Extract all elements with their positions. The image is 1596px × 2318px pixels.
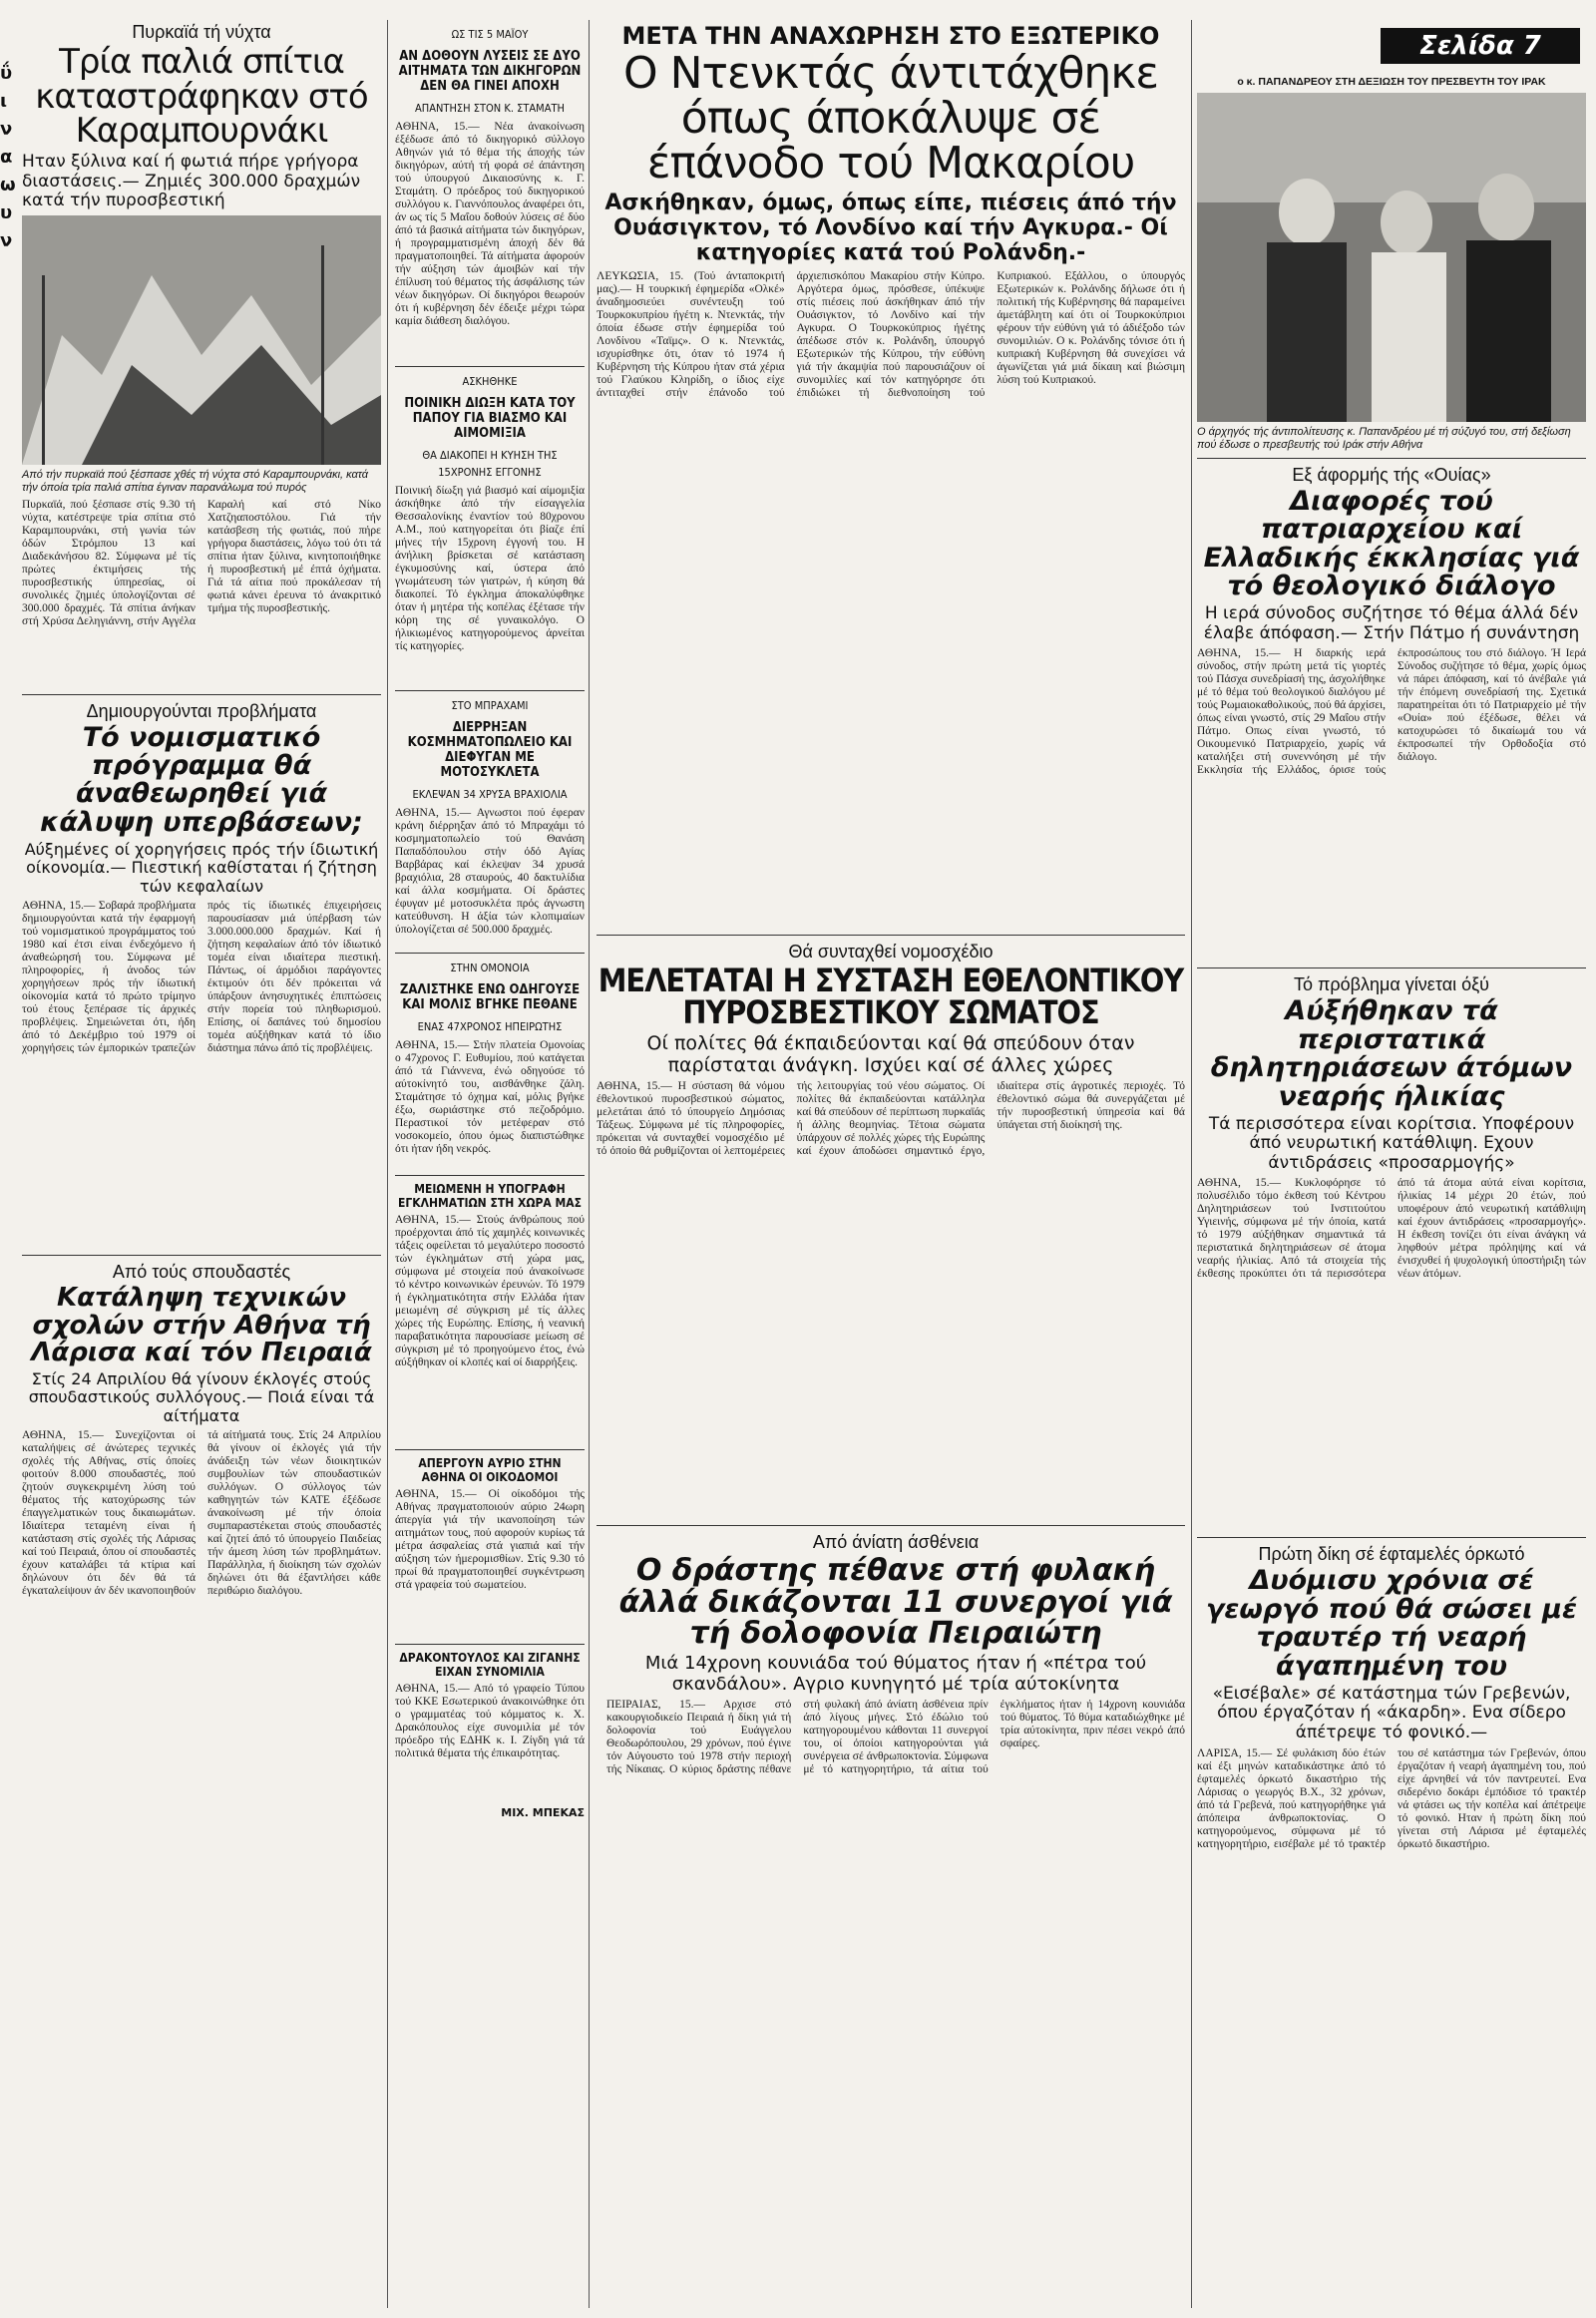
strike-headline: ΑΠΕΡΓΟΥΝ ΑΥΡΙΟ ΣΤΗΝ ΑΘΗΝΑ ΟΙ ΟΙΚΟΔΟΜΟΙ bbox=[418, 1456, 562, 1484]
fire-photo-graphic bbox=[22, 215, 381, 465]
clemency-body: ΑΘΗΝΑ, 15.— Νέα άνακοίνωση έξέδωσε άπό τό δικηγορικό σύλλογο Αθηνών γιά τό θέμα τής άποχής τών δικηγόρων, αύτή τή φορά σέ άπάντηση τού ύπουργού Δικαιοσύνης κ. Γ. Σταμάτη. Ο πρόεδρος τού δικηγορικού συλλόγου κ. Γιαννόπουλος άναφέρει ότι, άν ως τίς 5 Μαΐου δοθούν λύσεις σέ δύο άπό τά βασικά αίτήματα τών δικηγόρων, ή προγραμματισμένη άποχή δέν θά πραγματοποιηθεί. Τά αίτήματα άφορούν τήν αύξηση τών άμοιβών καί τήν έπίλυση τού θέματος τής άσφάλισης τών νέων δικηγόρων. Οί δικηγόροι θεωρούν ότι ή κυβέρνηση δέν έδειξε μέχρι τώρα καμία διάθεση διαλόγου. bbox=[395, 121, 585, 327]
fire-kicker: Πυρκαϊά τή νύχτα bbox=[132, 22, 271, 42]
left-edge-fragments bbox=[0, 60, 14, 259]
fragment: ω bbox=[0, 175, 16, 195]
clemency-headline: ΑΝ ΔΟΘΟΥΝ ΛΥΣΕΙΣ ΣΕ ΔΥΟ ΑΙΤΗΜΑΤΑ ΤΩΝ ΔΙΚΗΓΟΡΩΝ ΔΕΝ ΘΑ ΓΙΝΕΙ ΑΠΟΧΗ bbox=[398, 49, 582, 94]
farmer-subhead: «Εισέβαλε» σέ κατάστημα τών Γρεβενών, όπου έργαζόταν ή «άκαρδη». Ενα σίδερο άπέτρεψε τό φονικό.— bbox=[1212, 1683, 1571, 1742]
bikes-kicker: ΕΚΛΕΨΑΝ 34 ΧΡΥΣΑ ΒΡΑΧΙΟΛΙΑ bbox=[412, 788, 568, 801]
fragment: ΰ bbox=[0, 63, 13, 84]
sentence-kicker: ΘΑ ΔΙΑΚΟΠΕΙ Η ΚΥΗΣΗ ΤΗΣ 15ΧΡΟΝΗΣ ΕΓΓΟΝΗΣ bbox=[422, 449, 558, 479]
fragment: υ bbox=[0, 202, 13, 223]
strike-article bbox=[395, 1456, 585, 1638]
drachma-headline: ΔΡΑΚΟΝΤΟΥΛΟΣ ΚΑΙ ΖΙΓΑΝΗΣ ΕΙΧΑΝ ΣΥΝΟΜΙΛΙΑ bbox=[399, 1651, 581, 1679]
narrow-column bbox=[395, 20, 585, 2314]
lead-body: ΛΕΥΚΩΣΙΑ, 15. (Τού άνταποκριτή μας).— Η τουρκική έφημερίδα «Ολκέ» άναδημοσιεύει συνέντευξη τού Τουρκοκυπρίου ήγέτη κ. Ντενκτάς, τήν όποία έδωσε στήν έφημερίδα τού Λονδίνου «Ταϊμς». Ο κ. Ντενκτάς, ισχυρίσθηκε ότι, όταν τό 1974 ή Κυβέρνηση τής Κύπρου ήταν στά χέρια τού Γλαύκου Κληρίδη, ο ίδιος είχε άντιταχθεί στήν έπάνοδο τού άρχιεπισκόπου Μακαρίου στήν Κύπρο. Αργότερα όμως, πρόσθεσε, ύπέκυψε στίς πιέσεις πού άσκήθηκαν άπό τήν Ουάσιγκτον, τό Λονδίνο καί τήν Αγκυρα. Ο Τουρκοκύπριος ήγέτης άπέδωσε στόν κ. Ρολάνδη, ύπουργό Εξωτερικών τής Κύπρου, τήν εύθύνη γιά τήν άκαμψία πού παρουσιάζουν οί συνομιλίες καί τόν κατηγόρησε ότι έπιδιώκει τή διεθνοποίηση τού Κυπριακού. Εξάλλου, ο ύπουργός Εξωτερικών κ. Ρολάνδης δήλωσε ότι ή πολιτική τής Κυβέρνησης θά παραμείνει άμετάβλητη καί ότι οί Τουρκοκύπριοι φέρουν τήν εύθύνη γιά τό άδιέξοδο τών συνομιλιών. Ο κ. Ρολάνδης τόνισε ότι ή κυπριακή Κυβέρνηση θά συνεχίσει νά άγωνίζεται γιά μιά δίκαιη καί βιώσιμη λύση τού Κυπριακού. bbox=[597, 269, 1185, 399]
fire-photo bbox=[22, 215, 381, 465]
divider bbox=[395, 1449, 585, 1450]
fragment: α bbox=[0, 147, 13, 168]
students-article bbox=[22, 1262, 381, 2048]
budget-headline: Τό νομισματικό πρόγραμμα θά άναθεωρηθεί γιά κάλυψη υπερβάσεων; bbox=[40, 721, 363, 838]
sentence-body: Ποινική δίωξη γιά βιασμό καί αίμομιξία άσκήθηκε άπό τήν είσαγγελία Θεσσαλονίκης έναντίον τού 80χρονου Α.Μ., πού κατηγορείται ότι βίαζε έπί μήνες τήν 15χρονη έγγονή του. Η άνήλικη βρίσκεται σέ κατάσταση έγκυμοσύνης καί, ύστερα άπό γνωμάτευση τών γιατρών, ή κύηση θά διακοπεί. Τό έγκλημα άποκαλύφθηκε όταν ή μητέρα τής κοπέλας έξέτασε τήν κόρη της σέ γυναικολόγο. Ο ήλικιωμένος κατηγορούμενος άρνείται τίς κατηγορίες. bbox=[395, 485, 585, 652]
divider bbox=[597, 1525, 1185, 1526]
church-body: ΑΘΗΝΑ, 15.— Η διαρκής ιερά σύνοδος, στήν πρώτη μετά τίς γιορτές τού Πάσχα συνεδρίασή της, άσχολήθηκε μέ τό θέμα τού θεολογικού διαλόγου μέ τούς Ρωμαιοκαθολικούς, πού θά άρχίσει, όπως είναι γνωστό, στίς 29 Μαΐου στήν Πάτμο. Οπως είναι γνωστό, τό Οικουμενικό Πατριαρχείο, χωρίς νά καταλήξει στή συνεννόηση μέ τήν Εκκλησία τής Ελλάδος, όρισε τούς έκπροσώπους του στό διάλογο. Ή Ιερά Σύνοδος συζήτησε τό θέμα, χωρίς όμως νά πάρει άπόφαση, καί τό άνέβαλε γιά τήν έπόμενη συνεδρίασή της. Σχετικά παρατηρείται ότι τό Πατριαρχείο μέ τήν «Ουία» πού έξέδωσε, θέλει νά κατοχυρώσει τό δικαίωμά του νά έκπροσωπεί τήν Ορθοδοξία στό διάλογο. bbox=[1197, 647, 1586, 777]
fire-subhead: Ηταν ξύλινα καί ή φωτιά πήρε γρήγορα διαστάσεις.— Ζημιές 300.000 δραχμών κατά τήν πυροσβεστική bbox=[22, 152, 361, 211]
strike-body: ΑΘΗΝΑ, 15.— Οί οίκοδόμοι τής Αθήνας πραγματοποιούν αύριο 24ωρη άπεργία γιά τήν ικανοποίηση τών αιτημάτων τους, πού αφορούν κυρίως τά μέτρα άσφαλείας στά γιαπιά καί τήν αύξηση τών ήμερομισθίων. Στίς 9.30 τό πρωί θά πραγματοποιηθεί συγκέντρωση στά γραφεία τού σωματείου. bbox=[395, 1488, 585, 1591]
papandreou-photo-graphic bbox=[1197, 93, 1586, 422]
fire-brigade-subhead: Οί πολίτες θά έκπαιδεύονται καί θά σπεύδουν όταν παρίσταται άνάγκη. Ισχύει καί σέ άλλες χώρες bbox=[646, 1031, 1135, 1076]
fire-brigade-kicker: Θά συνταχθεί νομοσχέδιο bbox=[788, 941, 994, 962]
budget-article bbox=[22, 701, 381, 1250]
fragment: ν bbox=[0, 230, 13, 251]
students-subhead: Στίς 24 Απριλίου θά γίνουν έκλογές στούς σπουδαστικούς συλλόγους.— Ποιά είναι τά αίτήματα bbox=[28, 1369, 375, 1425]
column-divider bbox=[1191, 20, 1192, 2308]
divider bbox=[1197, 458, 1586, 459]
poison-subhead: Τά περισσότερα είναι κορίτσια. Υποφέρουν άπό νευρωτική κατάθλιψη. Εχουν άντιδράσεις «προσαρμογής» bbox=[1208, 1113, 1575, 1173]
column-divider bbox=[387, 20, 388, 2308]
fire-headline: Τρία παλιά σπίτια καταστράφηκαν στό Καραμπουρνάκι bbox=[35, 42, 368, 152]
sentence-sub: ΑΣΚΗΘΗΚΕ bbox=[462, 375, 518, 388]
lead-subhead: Ασκήθηκαν, όμως, όπως είπε, πιέσεις άπό τήν Ουάσιγκτον, τό Λονδίνο καί τήν Αγκυρα.- Οί κατηγορίες κατά τού Ρολάνδη.- bbox=[604, 190, 1177, 266]
crime-stats-article bbox=[395, 1182, 585, 1443]
omonoia-sub: ΣΤΗΝ ΟΜΟΝΟΙΑ bbox=[450, 962, 530, 974]
budget-body: ΑΘΗΝΑ, 15.— Σοβαρά προβλήματα δημιουργούνται κατά τήν έφαρμογή τού νομισματικού προγράμματος τού 1980 καί έτσι είναι ένδεχόμενο ή άναθεώρησή του. Σύμφωνα μέ πληροφορίες, ή άνοδος τών χορηγήσεων πρός τήν ίδιωτική οίκονομία κατά τό πρώτο τρίμηνο τού έτους ξεπέρασε τίς άρχικές προβλέψεις. Σημειώνεται ότι, ήδη άπό τό Δεκέμβριο τού 1979 οί χορηγήσεις τών έμπορικών τραπεζών πρός τίς ίδιωτικές έπιχειρήσεις παρουσίασαν μιά ύπέρβαση τών 3.000.000.000 δραχμών. Καί ή ζήτηση κεφαλαίων άπό τόν ίδιωτικό τομέα είναι ιδιαίτερα πιεστική. Πάντως, οί άρμόδιοι παράγοντες έκτιμούν ότι δέν πρόκειται νά ύπάρξουν άνησυχητικές έπιπτώσεις στήν πορεία τού πληθωρισμού. Επίσης, οί δαπάνες τού δημοσίου τομέα αύξήθηκαν κατά τό ίδιο διάστημα πάνω άπό τίς προβλέψεις. bbox=[22, 900, 381, 1055]
fire-caption: Από τήν πυρκαϊά πού ξέσπασε χθές τή νύχτα στό Καραμπουρνάκι, κατά τήν όποία τρία παλιά σπίτια έγιναν παρανάλωμα τού πυρός bbox=[22, 468, 369, 494]
centre-column bbox=[597, 20, 1185, 2314]
drachma-article bbox=[395, 1651, 585, 1819]
prison-kicker: Από άνίατη άσθένεια bbox=[812, 1532, 980, 1553]
church-article bbox=[1197, 465, 1586, 962]
poison-body: ΑΘΗΝΑ, 15.— Κυκλοφόρησε τό πολυσέλιδο τόμο έκθεση τού Κέντρου Δηλητηριάσεων τού Ινστιτούτου Υγιεινής, σύμφωνα μέ τήν όποία, κατά τό 1979 αύξήθηκαν σημαντικά τά περιστατικά δηλητηριάσεων σέ άτομα νεαρής ήλικίας. Από τά στοιχεία τής έκθεσης προκύπτει ότι τά περισσότερα άπό τά άτομα αύτά είναι κορίτσια, ήλικίας 14 μέχρι 20 έτών, πού υποφέρουν άπό νευρωτική κατάθλιψη καί έχουν άντιδράσεις «προσαρμογής». Η έκθεση τονίζει ότι είναι άνάγκη νά ληφθούν μέτρα πρόληψης καί νά ένισχυθεί ή ψυχολογική ύποστήριξη τών νέων άτόμων. bbox=[1197, 1177, 1586, 1281]
students-kicker: Από τούς σπουδαστές bbox=[112, 1262, 291, 1283]
divider bbox=[395, 1175, 585, 1176]
fire-brigade-article bbox=[597, 942, 1185, 1520]
omonoia-article bbox=[395, 960, 585, 1169]
crime-stats-body: ΑΘΗΝΑ, 15.— Στούς άνθρώπους πού προέρχονται άπό τίς χαμηλές κοινωνικές τάξεις οφείλεται τό μεγαλύτερο ποσοστό τών έγκλημάτων στή χώρα μας, σύμφωνα μέ στοιχεία πού άνακοίνωσε τό κέντρο κοινωνικών έρευνών. Τό 1979 ή έγκληματικότητα στήν Ελλάδα ήταν μειωμένη σέ σύγκριση μέ τίς άλλες χώρες τής Ευρώπης. Επίσης, ή νεανική παραβατικότητα παρουσίασε μείωση σέ σύγκριση μέ τό προηγούμενο έτος, ένώ αύξήθηκαν οί κλοπές καί οί διαρρήξεις. bbox=[395, 1214, 585, 1368]
lead-headline: Ο Ντενκτάς άντιτάχθηκε όπως άποκάλυψε σέ έπάνοδο τού Μακαρίου bbox=[622, 48, 1158, 189]
photo-top-under: Ο άρχηγός τής άντιπολίτευσης κ. Παπανδρέου μέ τή σύζυγό του, στή δεξίωση πού έδωσε ο πρεσβευτής τού Ιράκ στήν Αθήνα bbox=[1197, 426, 1571, 451]
sentence-article bbox=[395, 373, 585, 684]
fragment: ν bbox=[0, 119, 13, 140]
divider bbox=[395, 366, 585, 367]
omonoia-body: ΑΘΗΝΑ, 15.— Στήν πλατεία Ομονοίας ο 47χρονος Γ. Ευθυμίου, πού κατάγεται άπό τά Γιάννενα, ένώ οδηγούσε τό αύτοκίνητό του, αισθάνθηκε ζάλη. Σταμάτησε τό όχημα καί, μόλις βγήκε έξω, σωριάστηκε στό πεζοδρόμιο. Περαστικοί τόν μετέφεραν στό νοσοκομείο, όπου όμως διαπιστώθηκε ότι ήταν ήδη νεκρός. bbox=[395, 1039, 585, 1155]
bikes-article bbox=[395, 697, 585, 947]
lead-kicker: ΜΕΤΑ ΤΗΝ ΑΝΑΧΩΡΗΣΗ ΣΤΟ ΕΞΩΤΕΡΙΚΟ bbox=[621, 22, 1160, 50]
students-headline: Κατάληψη τεχνικών σχολών στήν Αθήνα τή Λάρισα καί τόν Πειραιά bbox=[31, 1283, 372, 1367]
bikes-sub: ΣΤΟ ΜΠΡΑΧΑΜΙ bbox=[451, 699, 529, 712]
drachma-body: ΑΘΗΝΑ, 15.— Από τό γραφείο Τύπου τού ΚΚΕ Εσωτερικού άνακοινώθηκε ότι ο γραμματέας τού κόμματος κ. Χ. Δρακόπουλος είχε συνομιλία μέ τόν πρόεδρο τής ΕΔΗΚ κ. Ι. Ζίγδη γιά τά πολιτικά θέματα τής έπικαιρότητας. bbox=[395, 1683, 585, 1759]
budget-subhead: Αύξημένες οί χορηγήσεις πρός τήν ίδιωτική οίκονομία.— Πιεστική καθίσταται ή ζήτηση τών κεφαλαίων bbox=[24, 840, 379, 896]
lead-article bbox=[597, 22, 1185, 929]
omonoia-kicker: ΕΝΑΣ 47ΧΡΟΝΟΣ ΗΠΕΙΡΩΤΗΣ bbox=[417, 1020, 563, 1033]
budget-kicker: Δημιουργούνται προβλήματα bbox=[86, 700, 317, 721]
church-kicker: Εξ άφορμής τής «Ουίας» bbox=[1292, 465, 1491, 485]
students-body: ΑΘΗΝΑ, 15.— Συνεχίζονται οί καταλήψεις σέ άνώτερες τεχνικές σχολές τής Αθήνας, στίς όποίες φοιτούν 8.000 σπουδαστές, πού ζητούν συγκεκριμένη λύση τού θέματος τής κατοχύρωσης τών έπαγγελματικών τους δικαιωμάτων. Ιδιαίτερα τεταμένη είναι ή κατάσταση στίς σχολές τής Λάρισας καί τού Πειραιά, όπου οί σπουδαστές έχουν καταλάβει τά κτίρια καί δηλώνουν ότι δέν θά τά έγκαταλείψουν άν δέν ικανοποιηθούν τά αίτήματά τους. Στίς 24 Απριλίου θά γίνουν οί έκλογές γιά τήν άνάδειξη τών νέων διοικητικών συμβουλίων τών σπουδαστικών συλλόγων. Ο σύλλογος τών καθηγητών τών ΚΑΤΕ έξέδωσε άνακοίνωση μέ τήν όποία συμπαραστέκεται στούς σπουδαστές καί ζητεί άπό τό ύπουργείο Παιδείας τήν άμεση λύση τών προβλημάτων. Παράλληλα, ή διοίκηση τών σχολών δηλώνει ότι θά έξαντλήσει κάθε περιθώριο διαλόγου. bbox=[22, 1429, 381, 1598]
omonoia-headline: ΖΑΛΙΣΤΗΚΕ ΕΝΩ ΟΔΗΓΟΥΣΕ ΚΑΙ ΜΟΛΙΣ ΒΓΗΚΕ ΠΕΘΑΝΕ bbox=[399, 982, 581, 1012]
crime-stats-headline: ΜΕΙΩΜΕΝΗ Η ΥΠΟΓΡΑΦΗ ΕΓΚΛΗΜΑΤΙΩΝ ΣΤΗ ΧΩΡΑ ΜΑΣ bbox=[398, 1182, 582, 1210]
right-column bbox=[1197, 72, 1586, 2306]
fire-brigade-body: ΑΘΗΝΑ, 15.— Η σύσταση θά νόμου έθελοντικού πυροσβεστικού σώματος, μελετάται άπό τό ύπουργείο Δημόσιας Τάξεως. Σύμφωνα μέ τίς πληροφορίες, πρόκειται νά συνταχθεί νομοσχέδιο μέ τό όποίο θά ρυθμίζονται οί λεπτομέρειες τής λειτουργίας τού νέου σώματος. Οί πολίτες θά έκπαιδεύονται κατάλληλα καί θά σπεύδουν σέ περίπτωση πυρκαϊάς ή άλλης θεομηνίας. Τέτοια σώματα ύπάρχουν σέ πολλές χώρες τής Ευρώπης καί έχουν άποδώσει σημαντικό έργο, ιδιαίτερα στίς άγροτικές περιοχές. Τό έθελοντικό σώμα θά συνεργάζεται μέ τήν πυροσβεστική ύπηρεσία καί θά ύπάγεται στή διοίκησή της. bbox=[597, 1080, 1185, 1158]
left-column bbox=[22, 20, 381, 2314]
farmer-body: ΛΑΡΙΣΑ, 15.— Σέ φυλάκιση δύο έτών καί έξι μηνών καταδικάστηκε άπό τό έφταμελές όρκωτό δικαστήριο τής Λάρισας ο γεωργός Β.Χ., 32 χρόνων, άπό τά Γρεβενά, πού κατηγορήθηκε γιά άπόπειρα άνθρωποκτονίας. Ο κατηγορούμενος, σύμφωνα μέ τό κατηγορητήριο, εισέβαλε μέ τό τρακτέρ του σέ κατάστημα τών Γρεβενών, όπου έργαζόταν ή νεαρή άγαπημένη του, πού είχε άρνηθεί νά τόν παντρευτεί. Ενα σιδερένιο δοκάρι έμπόδισε τό τρακτέρ νά φτάσει ως τήν κοπέλα καί άπέτρεψε τό φονικό. Ηταν ή πρώτη δίκη πού γίνεται στή Λάρισα μέ έφταμελές όρκωτό δικαστήριο. bbox=[1197, 1746, 1586, 1850]
church-headline: Διαφορές τού πατριαρχείου καί Ελλαδικής έκκλησίας γιά τό θεολογικό διάλογο bbox=[1203, 486, 1580, 602]
divider bbox=[597, 935, 1185, 936]
divider bbox=[395, 953, 585, 954]
photo-top-caption: ο κ. ΠΑΠΑΝΔΡΕΟΥ ΣΤΗ ΔΕΞΙΩΣΗ ΤΟΥ ΠΡΕΣΒΕΥΤΗ ΤΟΥ ΙΡΑΚ bbox=[1237, 76, 1546, 88]
farmer-headline: Δυόμισυ χρόνια σέ γεωργό πού θά σώσει μέ τραυτέρ τή νεαρή άγαπημένη του bbox=[1206, 1565, 1577, 1682]
bikes-headline: ΔΙΕΡΡΗΞΑΝ ΚΟΣΜΗΜΑΤΟΠΩΛΕΙΟ ΚΑΙ ΔΙΕΦΥΓΑΝ ΜΕ ΜΟΤΟΣΥΚΛΕΤΑ bbox=[407, 720, 573, 780]
page-number-badge: Σελίδα 7 bbox=[1381, 28, 1580, 64]
divider bbox=[395, 1644, 585, 1645]
fire-body: Πυρκαϊά, πού ξέσπασε στίς 9.30 τή νύχτα, κατέστρεψε τρία σπίτια στό Καραμπουρνάκι, στή γωνία τών όδών Στρόμπου 13 καί Διαδεκάνήσου 82. Σύμφωνα μέ τίς πρώτες έκτιμήσεις τής πυροσβεστικής ύπηρεσίας, οί συνολικές ζημιές ύπολογίζονται σέ 300.000 δραχμές. Τά σπίτια άνήκαν στή Χρύσα Δεληγιάννη, στήν Αγγέλα Καραλή καί στό Νίκο Χατζηαποστόλου. Γιά τήν κατάσβεση τής φωτιάς, πού πήρε γρήγορα διαστάσεις, λόγω τού ότι τά σπίτια ήταν ξύλινα, κινητοποιήθηκε ή πυροσβεστική μέ έπτά όχήματα. Γιά τά αίτια πού προκάλεσαν τή φωτιά κάνει έρευνα τό άνακριτικό τμήμα τής πυροσβεστικής. bbox=[22, 498, 381, 627]
fragment: ι bbox=[0, 91, 8, 112]
poison-kicker: Τό πρόβλημα γίνεται όξύ bbox=[1293, 974, 1490, 995]
poison-article bbox=[1197, 974, 1586, 1531]
column-divider bbox=[589, 20, 590, 2308]
fire-article bbox=[22, 22, 381, 688]
farmer-article bbox=[1197, 1544, 1586, 1996]
sentence-headline: ΠΟΙΝΙΚΗ ΔΙΩΞΗ ΚΑΤΑ ΤΟΥ ΠΑΠΟΥ ΓΙΑ ΒΙΑΣΜΟ ΚΑΙ ΑΙΜΟΜΙΞΙΑ bbox=[404, 396, 576, 441]
divider bbox=[1197, 1537, 1586, 1538]
divider bbox=[22, 1255, 381, 1256]
poison-headline: Αύξήθηκαν τά περιστατικά δηλητηριάσεων άτόμων νεαρής ήλικίας bbox=[1210, 995, 1573, 1112]
papandreou-photo bbox=[1197, 93, 1586, 422]
divider bbox=[1197, 967, 1586, 968]
divider bbox=[22, 694, 381, 695]
clemency-article bbox=[395, 26, 585, 360]
drachma-signature: ΜΙΧ. ΜΠΕΚΑΣ bbox=[501, 1806, 585, 1819]
prison-headline: Ο δράστης πέθανε στή φυλακή άλλά δικάζονται 11 συνεργοί γιά τή δολοφονία Πειραιώτη bbox=[618, 1553, 1173, 1652]
farmer-kicker: Πρώτη δίκη σέ έφταμελές όρκωτό bbox=[1258, 1544, 1525, 1565]
prison-article bbox=[597, 1532, 1185, 2137]
clemency-sub: ΑΠΑΝΤΗΣΗ ΣΤΟΝ Κ. ΣΤΑΜΑΤΗ bbox=[415, 102, 565, 115]
prison-body: ΠΕΙΡΑΙΑΣ, 15.— Αρχισε στό κακουργιοδικείο Πειραιά ή δίκη γιά τή δολοφονία τού Ευάγγελου Θεοδωρόπουλου, 29 χρόνων, πού έγινε τόν Αύγουστο τού 1978 στήν περιοχή τής Νίκαιας. Ο κύριος δράστης πέθανε στή φυλακή άπό άνίατη άσθένεια πρίν άπό λίγους μήνες. Στό έδώλιο τού κατηγορουμένου κάθονται 11 συνεργοί του, οί όποίοι κατηγορούνται γιά συνέργεια σέ άνθρωποκτονία. Σύμφωνα μέ τό κατηγορητήριο, τά αίτια τού έγκλήματος ήταν ή 14χρονη κουνιάδα τού θύματος. Τό θύμα καταδιώχθηκε μέ τρία αύτοκίνητα, πριν πέσει νεκρό άπό σφαίρες. bbox=[606, 1699, 1185, 1776]
bikes-body: ΑΘΗΝΑ, 15.— Αγνωστοι πού έφεραν κράνη διέρρηξαν άπό τό Μπραχάμι τό κοσμηματοπωλείο τού Θανάση Παπαδόπουλου στήν όδό Αγίας Βαρβάρας καί έκλεψαν 34 χρυσά βραχιόλια, 28 σταυρούς, 40 δακτυλίδια καί άλλα κοσμήματα. Οί δράστες έφυγαν μέ μοτοσυκλέτα πρός άγνωστη κατεύθυνση. Η άξία τών κλοπιμαίων ύπολογίζεται σέ 500.000 δραχμές. bbox=[395, 807, 585, 936]
fire-brigade-headline: ΜΕΛΕΤΑΤΑΙ Η ΣΥΣΤΑΣΗ ΕΘΕΛΟΝΤΙΚΟΥ ΠΥΡΟΣΒΕΣΤΙΚΟΥ ΣΩΜΑΤΟΣ bbox=[598, 961, 1184, 1032]
divider bbox=[395, 690, 585, 691]
prison-subhead: Μιά 14χρονη κουνιάδα τού θύματος ήταν ή «πέτρα τού σκανδάλου». Αγριο κυνηγητό μέ τρία αύτοκίνητα bbox=[644, 1652, 1147, 1695]
clemency-kicker: ΩΣ ΤΙΣ 5 ΜΑΪΟΥ bbox=[451, 28, 529, 41]
church-subhead: Η ιερά σύνοδος συζήτησε τό θέμα άλλά δέν έλαβε άπόφαση.— Στήν Πάτμο ή συνάντηση bbox=[1203, 603, 1580, 643]
